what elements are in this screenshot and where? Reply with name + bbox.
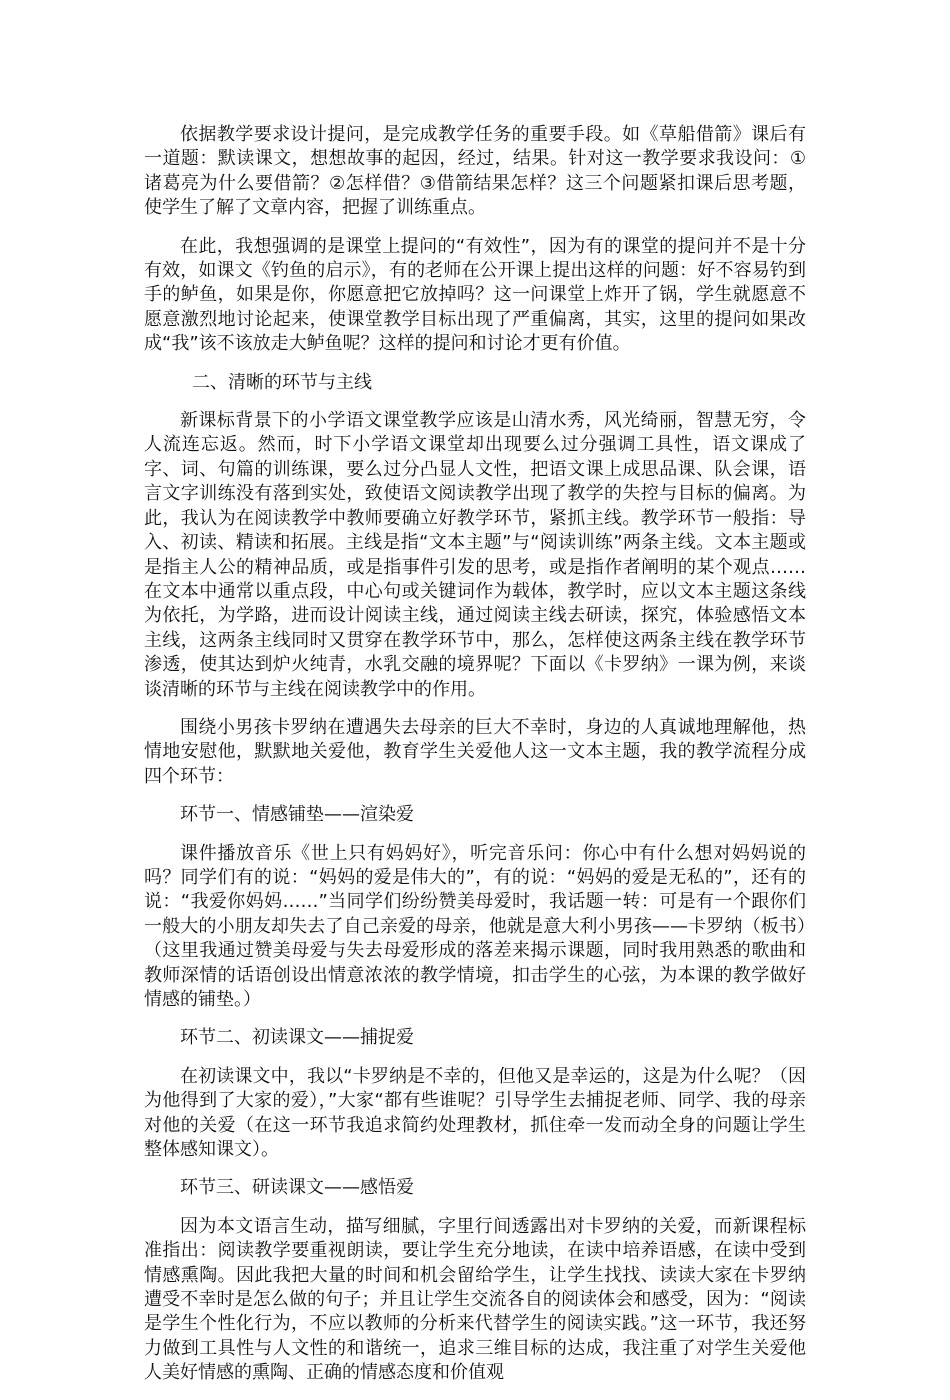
paragraph-questioning-design: 依据教学要求设计提问，是完成教学任务的重要手段。如《草船借箭》课后有一道题：默读课文，想想故事的起因，经过，结果。针对这一教学要求我设问：①诸葛亮为什么要借箭？②怎样借？③借箭结果怎样？这三个问题紧扣课后思考题，使学生了解了文章内容，把握了训练重点。 bbox=[144, 124, 806, 219]
paragraph-step-1: 课件播放音乐《世上只有妈妈好》，听完音乐问：你心中有什么想对妈妈说的吗？同学们有的说：“妈妈的爱是伟大的”，有的说：“妈妈的爱是无私的”，还有的说：“我爱你妈妈……”当同学们纷纷赞美母爱时，我话题一转：可是有一个跟你们一般大的小朋友却失去了自己亲爱的母亲，他就是意大利小男孩——卡罗纳（板书）（这里我通过赞美母爱与失去母爱形成的落差来揭示课题，同时我用熟悉的歌曲和教师深情的话语创设出情意浓浓的教学情境，扣击学生的心弦，为本课的教学做好情感的铺垫。） bbox=[144, 842, 806, 1010]
paragraph-question-effectiveness: 在此，我想强调的是课堂上提问的“有效性”，因为有的课堂的提问并不是十分有效，如课文《钓鱼的启示》，有的老师在公开课上提出这样的问题：好不容易钓到手的鲈鱼，如果是你，你愿意把它放掉吗？这一问课堂上炸开了锅，学生就愿意不愿意激烈地讨论起来，使课堂教学目标出现了严重偏离，其实，这里的提问如果改成“我”该不该放走大鲈鱼呢？这样的提问和讨论才更有价值。 bbox=[144, 235, 806, 355]
step-heading-3: 环节三、研读课文——感悟爱 bbox=[180, 1177, 414, 1199]
step-heading-1: 环节一、情感铺垫——渲染爱 bbox=[180, 804, 414, 826]
paragraph-step-2: 在初读课文中，我以“卡罗纳是不幸的，但他又是幸运的，这是为什么呢？（因为他得到了大家的爱），”大家“都有些谁呢？引导学生去捕捉老师、同学、我的母亲对他的关爱（在这一环节我追求简约处理教材，抓住牵一发而动全身的问题让学生整体感知课文）。 bbox=[144, 1065, 806, 1161]
paragraph-four-steps-intro: 围绕小男孩卡罗纳在遭遇失去母亲的巨大不幸时，身边的人真诚地理解他，热情地安慰他，默默地关爱他，教育学生关爱他人这一文本主题，我的教学流程分成四个环节： bbox=[144, 716, 806, 787]
paragraph-new-curriculum: 新课标背景下的小学语文课堂教学应该是山清水秀，风光绮丽，智慧无穷，令人流连忘返。然而，时下小学语文课堂却出现要么过分强调工具性，语文课成了字、词、句篇的训练课，要么过分凸显人文性，把语文课上成思品课、队会课，语言文字训练没有落到实处，致使语文阅读教学出现了教学的失控与目标的偏离。为此，我认为在阅读教学中教师要确立好教学环节，紧抓主线。教学环节一般指：导入、初读、精读和拓展。主线是指“文本主题”与“阅读训练”两条主线。文本主题或是指主人公的精神品质，或是指事件引发的思考，或是指作者阐明的某个观点……在文本中通常以重点段，中心句或关键词作为载体，教学时，应以文本主题这条线为依托，为学路，进而设计阅读主线，通过阅读主线去研读，探究，体验感悟文本主线，这两条主线同时又贯穿在教学环节中，那么，怎样使这两条主线在教学环节渗透，使其达到炉火纯青，水乳交融的境界呢？下面以《卡罗纳》一课为例，来谈谈清晰的环节与主线在阅读教学中的作用。 bbox=[144, 410, 806, 700]
section-heading-steps-and-mainline: 二、清晰的环节与主线 bbox=[192, 371, 372, 393]
paragraph-step-3: 因为本文语言生动，描写细腻，字里行间透露出对卡罗纳的关爱，而新课程标准指出：阅读教学要重视朗读，要让学生充分地读，在读中培养语感，在读中受到情感熏陶。因此我把大量的时间和机会留给学生，让学生找找、读读大家在卡罗纳遭受不幸时是怎么做的句子；并且让学生交流各自的阅读体会和感受，因为：“阅读是学生个性化行为，不应以教师的分析来代替学生的阅读实践。”这一环节，我还努力做到工具性与人文性的和谐统一，追求三维目标的达成，我注重了对学生关爱他人美好情感的熏陶、正确的情感态度和价值观 bbox=[144, 1215, 806, 1384]
step-heading-2: 环节二、初读课文——捕捉爱 bbox=[180, 1027, 414, 1049]
document-body bbox=[144, 123, 806, 1400]
